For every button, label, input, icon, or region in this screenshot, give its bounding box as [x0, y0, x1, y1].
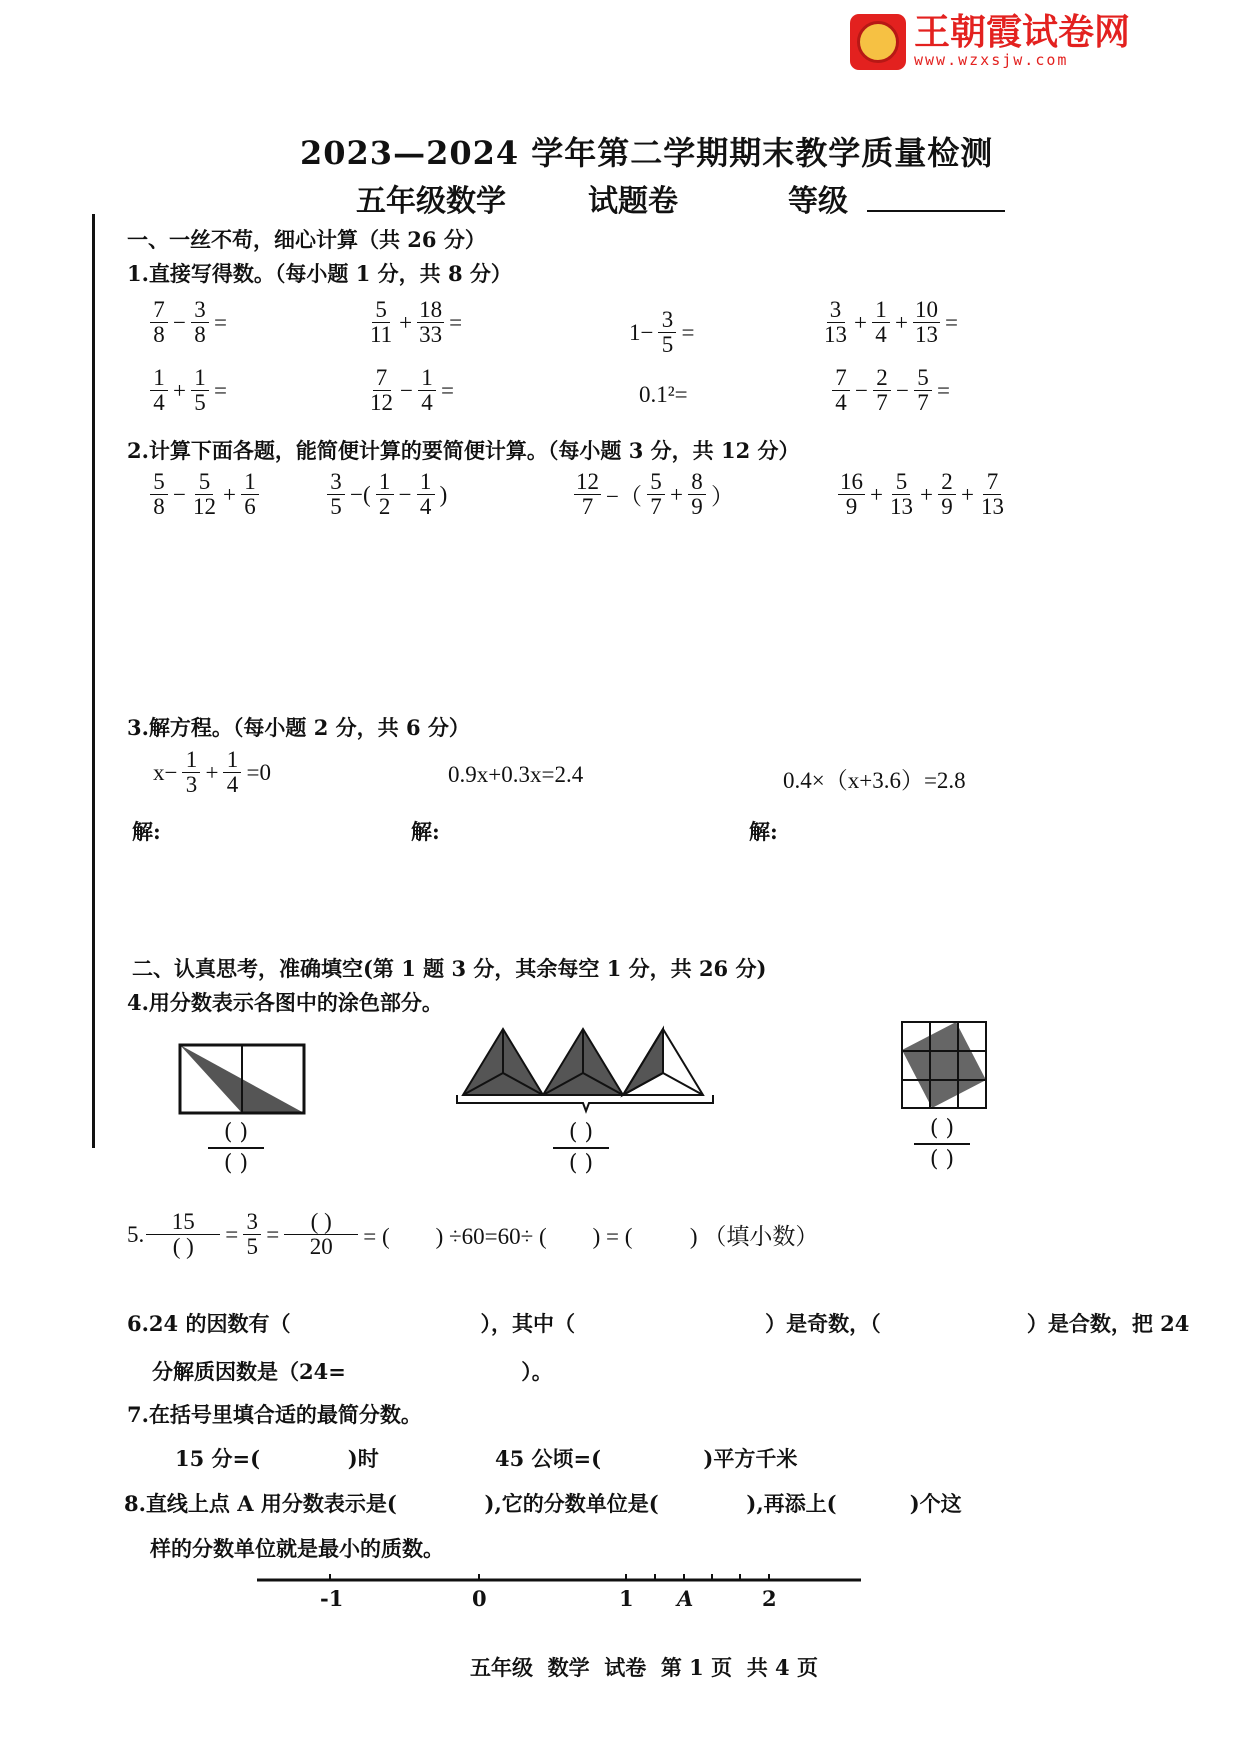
numerator: 7	[373, 366, 391, 391]
denominator-blank: ( )	[568, 1151, 594, 1176]
numerator: 5	[892, 470, 910, 495]
answer-fraction-1[interactable]	[208, 1120, 264, 1176]
denominator: 8	[194, 322, 206, 348]
fraction	[914, 366, 932, 415]
denominator: 9	[941, 494, 953, 520]
q1-expression	[636, 382, 691, 408]
operator: ）	[710, 484, 734, 510]
q5-equation: 5. $\frac{15}{( )}$ = $\frac{3}{5}$ = $\frac{( )}{20}$ = ( ) ÷60=60÷ ( ) = ( ) （填小数）	[127, 1209, 819, 1260]
fraction	[872, 298, 890, 347]
level-blank[interactable]	[867, 210, 1005, 212]
fraction	[822, 298, 849, 347]
fraction	[150, 366, 168, 415]
q1-expression	[366, 298, 465, 347]
numerator: 1	[191, 366, 209, 391]
axis-label: 0	[472, 1586, 487, 1611]
denominator: 4	[419, 494, 432, 520]
denominator: 13	[889, 494, 913, 520]
operator: =	[681, 319, 695, 345]
operator: −	[400, 377, 413, 403]
operator: =	[936, 377, 950, 403]
q7-label: 7.在括号里填合适的最简分数。	[127, 1402, 422, 1427]
fraction	[832, 366, 850, 415]
q1-expression	[366, 366, 457, 415]
fraction: $\frac{3}{5}$	[243, 1210, 261, 1259]
axis-label: 2	[762, 1586, 777, 1611]
axis-label-point-a: A	[677, 1586, 694, 1611]
numerator: 8	[688, 470, 706, 495]
operator: =	[944, 309, 958, 335]
numerator: 1	[418, 366, 436, 391]
operator: +	[854, 309, 867, 335]
denominator: 5	[661, 332, 674, 358]
fraction	[241, 470, 259, 519]
operator: −（	[606, 484, 642, 510]
denominator: 13	[824, 322, 847, 348]
numerator: 3	[827, 298, 845, 323]
denominator: 4	[226, 772, 239, 798]
answer-fraction-2[interactable]	[553, 1120, 609, 1176]
figure-grid	[899, 1020, 989, 1112]
axis-label: -1	[320, 1586, 344, 1611]
operator: −(	[350, 481, 371, 507]
denominator: 9	[845, 494, 858, 520]
fraction	[191, 366, 209, 415]
operator: +	[399, 309, 413, 335]
operator: +	[960, 481, 974, 507]
fraction	[417, 298, 444, 347]
denominator: 33	[419, 322, 443, 348]
numerator: 1	[872, 298, 890, 323]
numerator: 5	[195, 470, 213, 495]
numerator: 10	[914, 297, 938, 322]
numerator: 1	[150, 366, 168, 391]
q4-label: 4.用分数表示各图中的涂色部分。	[127, 990, 443, 1015]
q7-b: 45 公顷=( )平方千米	[495, 1446, 798, 1471]
operator: +	[919, 481, 933, 507]
q3-expression	[780, 762, 969, 795]
q2-expression	[148, 470, 261, 519]
numerator-blank: ( )	[223, 1120, 249, 1145]
q1-label: 1.直接写得数。（每小题 1 分，共 8 分）	[127, 261, 512, 286]
fraction: $\frac{15}{( )}$	[146, 1210, 220, 1259]
fraction: $\frac{( )}{20}$	[284, 1210, 358, 1259]
numerator-blank: ( )	[568, 1120, 594, 1145]
denominator: 4	[875, 322, 887, 348]
numerator-blank: ( )	[929, 1116, 955, 1141]
numerator: 12	[576, 469, 599, 494]
denominator: 6	[244, 494, 256, 520]
grade-subject: 五年级数学	[356, 184, 506, 219]
fraction	[979, 470, 1006, 519]
figure-rectangle	[178, 1043, 308, 1115]
numerator: 1	[223, 748, 241, 773]
margin-line	[92, 214, 95, 1148]
denominator: 5	[194, 390, 206, 416]
operator: +	[222, 481, 236, 507]
paper-type: 试题卷	[588, 184, 678, 219]
q2-expression	[572, 470, 737, 519]
numerator: 1	[182, 748, 200, 773]
fraction	[182, 748, 200, 797]
section1-heading: 一、一丝不苟，细心计算（共 26 分）	[127, 227, 486, 252]
q3-expression	[150, 748, 274, 797]
operator: +	[205, 759, 219, 785]
denominator: 7	[917, 390, 929, 416]
fraction	[376, 470, 394, 519]
operator: −	[895, 377, 909, 403]
denominator: 2	[378, 494, 391, 520]
numerator: 7	[150, 298, 168, 323]
q1-expression	[820, 298, 961, 347]
q7-a: 15 分=( )时	[175, 1446, 379, 1471]
axis-label: 1	[619, 1586, 634, 1611]
fraction	[150, 298, 168, 347]
denominator: 4	[153, 390, 165, 416]
fraction	[913, 298, 940, 347]
denominator-blank: ( )	[223, 1151, 249, 1176]
q1-expression	[830, 366, 953, 415]
operator: +	[669, 481, 683, 507]
denominator: 7	[581, 494, 594, 520]
fraction	[368, 366, 395, 415]
operator: )	[439, 481, 448, 507]
denominator: 7	[650, 494, 662, 520]
denominator: 8	[153, 494, 165, 520]
operator: =	[213, 377, 227, 403]
fraction	[938, 470, 956, 519]
operator: =	[449, 309, 463, 335]
numerator: 5	[914, 366, 932, 391]
numerator: 5	[150, 470, 168, 495]
q3-label: 3.解方程。（每小题 2 分，共 6 分）	[127, 715, 470, 740]
q3-expression	[445, 762, 586, 788]
denominator: 11	[370, 322, 393, 348]
q8-line1: 8.直线上点 A 用分数表示是( ),它的分数单位是( ),再添上( )个这	[124, 1491, 962, 1516]
fraction	[417, 470, 435, 519]
q1-expression	[626, 308, 697, 357]
fraction	[191, 298, 209, 347]
operator: −	[173, 309, 186, 335]
numerator: 5	[372, 298, 390, 323]
numerator: 3	[658, 308, 676, 333]
logo-url: www.wzxsjw.com	[914, 51, 1069, 69]
operator: +	[173, 377, 186, 403]
denominator: 3	[185, 772, 198, 798]
fraction	[574, 470, 601, 519]
section2-heading: 二、认真思考，准确填空(第 1 题 3 分，其余每空 1 分，共 26 分)	[132, 956, 767, 981]
q1-expression	[148, 366, 230, 415]
numerator: 1	[241, 470, 259, 495]
numerator: 3	[327, 470, 345, 495]
fraction	[150, 470, 168, 519]
q2-label: 2.计算下面各题，能简便计算的要简便计算。（每小题 3 分，共 12 分）	[127, 438, 800, 463]
fraction	[873, 366, 891, 415]
fraction	[368, 298, 394, 347]
operator: −	[855, 377, 868, 403]
operator: 0.1²=	[639, 382, 688, 407]
fraction	[327, 470, 345, 519]
fraction	[888, 470, 915, 519]
q8-line2: 样的分数单位就是最小的质数。	[150, 1536, 444, 1561]
denominator: 4	[835, 390, 847, 416]
solve-label-2: 解:	[411, 819, 440, 844]
fraction	[191, 470, 218, 519]
logo-name: 王朝霞试卷网	[914, 12, 1131, 53]
operator: +	[870, 481, 883, 507]
solve-label-1: 解:	[132, 819, 161, 844]
numerator: 7	[832, 366, 850, 391]
exam-title: 2023—2024 学年第二学期期末教学质量检测	[300, 134, 994, 172]
fraction	[688, 470, 706, 519]
denominator: 13	[914, 322, 938, 348]
denominator: 13	[980, 494, 1004, 520]
fraction	[838, 470, 865, 519]
operator: −	[398, 481, 412, 507]
solve-label-3: 解:	[749, 819, 778, 844]
numerator: 3	[191, 298, 209, 323]
numerator: 16	[840, 469, 863, 494]
operator: 0.9x+0.3x=2.4	[448, 762, 584, 787]
site-logo	[850, 14, 1130, 70]
denominator: 4	[421, 390, 433, 416]
operator: =0	[246, 759, 271, 785]
operator: =	[440, 377, 454, 403]
figure-triangles	[455, 1025, 717, 1115]
level-label: 等级	[788, 184, 848, 219]
q5-rest: = ( ) ÷60=60÷ ( ) = ( ) （填小数）	[363, 1224, 819, 1250]
numerator: 5	[647, 470, 665, 495]
denominator: 8	[153, 322, 165, 348]
denominator: 12	[370, 390, 393, 416]
denominator: 12	[192, 494, 216, 520]
page-footer: 五年级 数学 试卷 第 1 页 共 4 页	[470, 1655, 818, 1680]
fraction	[658, 308, 676, 357]
denominator-blank: ( )	[929, 1147, 955, 1172]
operator: 0.4×（x+3.6）=2.8	[783, 768, 966, 793]
q6-line1: 6.24 的因数有（ ），其中（ ）是奇数，（ ）是合数，把 24	[127, 1311, 1190, 1336]
denominator: 7	[876, 390, 888, 416]
operator: −	[173, 481, 186, 507]
numerator: 2	[873, 366, 891, 391]
operator: =	[213, 309, 227, 335]
numerator: 1	[417, 470, 435, 495]
q2-expression	[836, 470, 1008, 519]
q1-expression	[148, 298, 230, 347]
answer-fraction-3[interactable]	[914, 1116, 970, 1172]
operator: 1−	[629, 319, 654, 345]
fraction	[223, 748, 241, 797]
operator: +	[894, 309, 908, 335]
fraction	[418, 366, 436, 415]
fraction	[647, 470, 665, 519]
denominator: 9	[691, 494, 703, 520]
operator: x−	[153, 759, 178, 785]
q2-expression	[325, 470, 450, 519]
numerator: 18	[419, 297, 443, 322]
logo-badge-icon	[850, 14, 906, 70]
numerator: 2	[938, 470, 956, 495]
numerator: 7	[983, 470, 1001, 495]
denominator: 5	[330, 494, 342, 520]
numerator: 1	[376, 470, 394, 495]
q6-line2: 分解质因数是（24= ）。	[152, 1359, 553, 1384]
q5-number: 5.	[127, 1221, 145, 1247]
